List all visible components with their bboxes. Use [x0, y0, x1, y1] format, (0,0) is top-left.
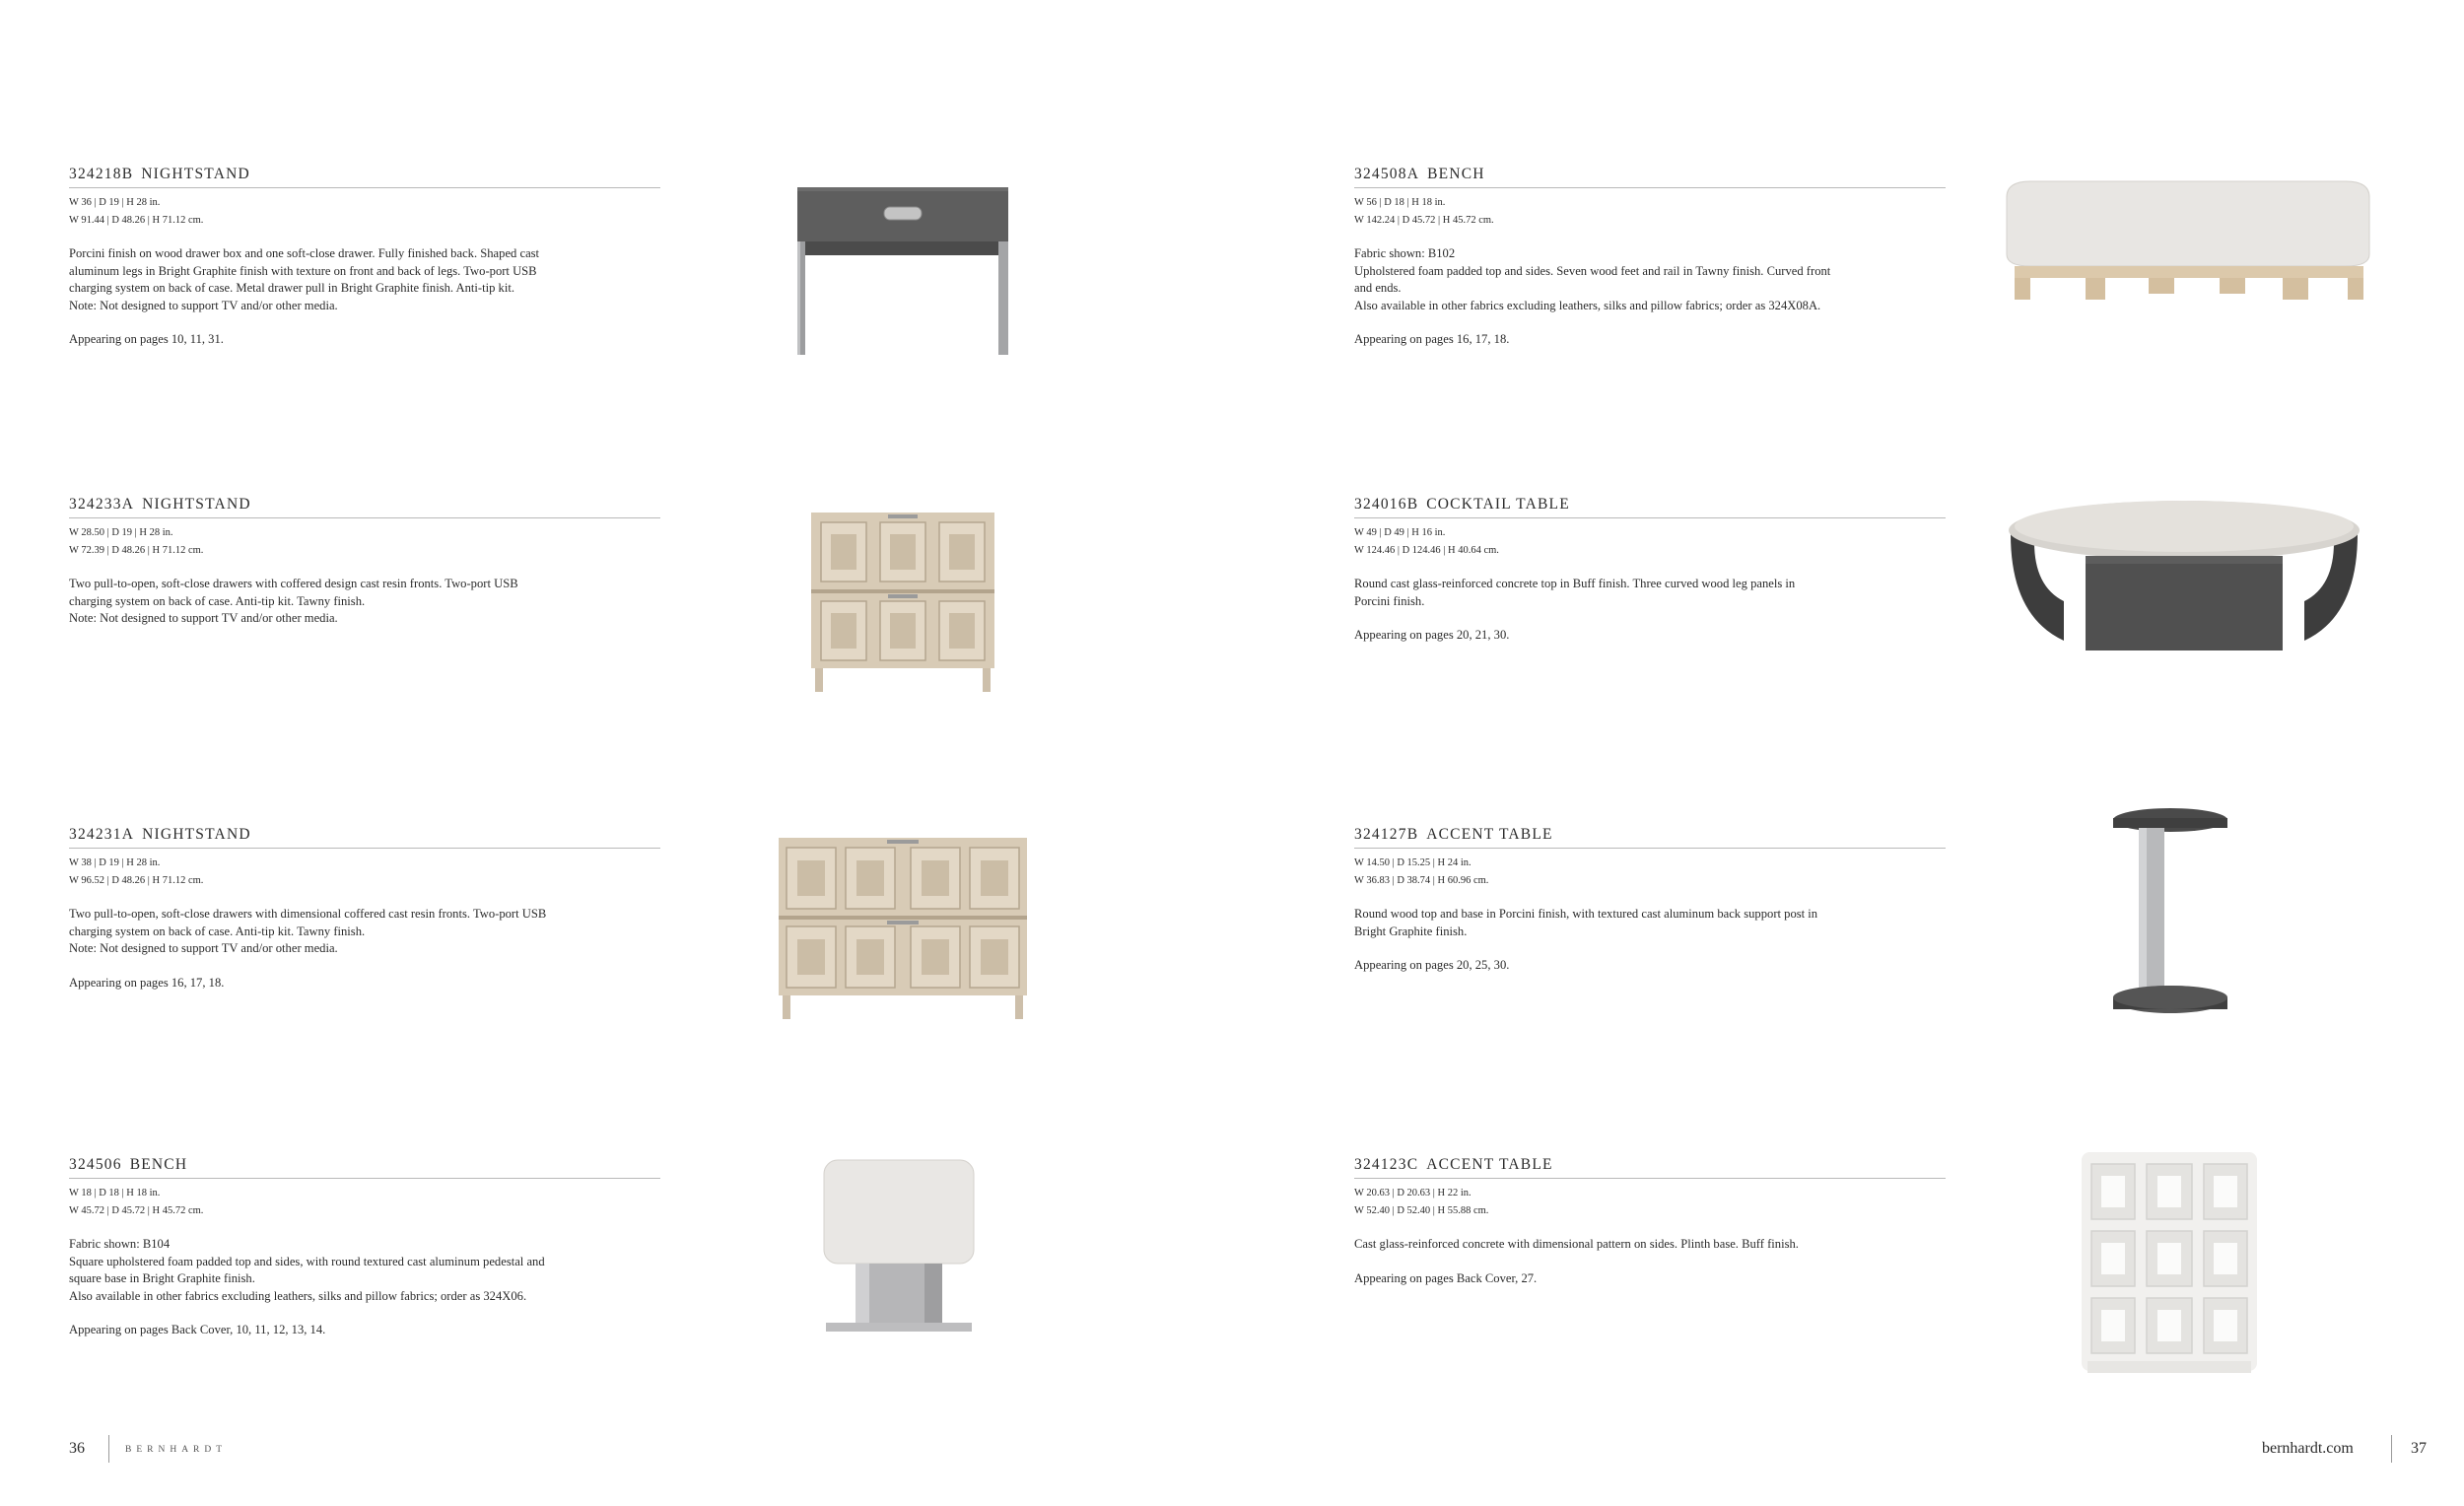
nightstand-324218b-image [793, 185, 1012, 358]
product-description: Round wood top and base in Porcini finish, with textured cast aluminum back support post in Bright Graphite finish. [1354, 907, 1818, 938]
product-dimensions: W 36 | D 19 | H 28 in. W 91.44 | D 48.26 | H 71.12 cm. [69, 197, 204, 226]
brand-wordmark: BERNHARDT [125, 1445, 228, 1455]
product-dimensions: W 28.50 | D 19 | H 28 in. W 72.39 | D 48.26 | H 71.12 cm. [69, 527, 204, 556]
product-description: Fabric shown: B102 Upholstered foam padded top and sides. Seven wood feet and rail in Tawny finish. Curved front and ends. Also available in other fabrics excluding leathers, silks and pillow fabrics; order as 324X08A. [1354, 246, 1831, 312]
product-dimensions: W 56 | D 18 | H 18 in. W 142.24 | D 45.72 | H 45.72 cm. [1354, 197, 1494, 226]
nightstand-324231a-image [779, 838, 1027, 1020]
product-pages: Appearing on pages Back Cover, 10, 11, 12, 13, 14. [69, 1323, 326, 1336]
product-324508a [1354, 166, 1946, 349]
product-dimensions: W 38 | D 19 | H 28 in. W 96.52 | D 48.26 | H 71.12 cm. [69, 857, 204, 886]
product-dimensions: W 14.50 | D 15.25 | H 24 in. W 36.83 | D 38.74 | H 60.96 cm. [1354, 857, 1489, 886]
product-title: 324123C ACCENT TABLE [1354, 1156, 1946, 1179]
right-footer-divider [2391, 1435, 2392, 1463]
product-title: 324508A BENCH [1354, 166, 1946, 188]
website-link[interactable]: bernhardt.com [2262, 1440, 2354, 1457]
product-324123c [1354, 1156, 1946, 1287]
product-description: Porcini finish on wood drawer box and one soft-close drawer. Fully finished back. Shaped cast aluminum legs in Bright Graphite finish with texture on front and back of legs. Two-port USB charging system on back of case. Metal drawer pull in Bright Graphite finish. Anti-tip kit. Note: Not designed to support TV and/or other media. [69, 246, 540, 312]
product-description: Two pull-to-open, soft-close drawers with dimensional coffered cast resin fronts. Two-port USB charging system on back of case. Anti-tip kit. Tawny finish. Note: Not designed to support TV and/or other media. [69, 907, 547, 955]
product-pages: Appearing on pages Back Cover, 27. [1354, 1270, 1538, 1285]
right-page-number: 37 [2411, 1440, 2427, 1457]
product-title: 324233A NIGHTSTAND [69, 496, 660, 518]
product-324218b [69, 166, 660, 349]
product-324506 [69, 1156, 660, 1339]
product-pages: Appearing on pages 20, 21, 30. [1354, 628, 1510, 642]
product-title: 324218B NIGHTSTAND [69, 166, 660, 188]
product-324231a [69, 826, 660, 992]
product-pages: Appearing on pages 10, 11, 31. [69, 332, 224, 346]
product-dimensions: W 18 | D 18 | H 18 in. W 45.72 | D 45.72 | H 45.72 cm. [69, 1188, 204, 1216]
product-title: 324016B COCKTAIL TABLE [1354, 496, 1946, 518]
bench-324508a-image [2001, 177, 2375, 306]
product-pages: Appearing on pages 16, 17, 18. [69, 975, 225, 990]
accent-table-324123c-image [2078, 1148, 2261, 1375]
product-pages: Appearing on pages 16, 17, 18. [1354, 332, 1510, 346]
product-description: Round cast glass-reinforced concrete top in Buff finish. Three curved wood leg panels in Porcini finish. [1354, 577, 1796, 608]
left-page-number: 36 [69, 1440, 85, 1457]
left-footer-divider [108, 1435, 109, 1463]
product-description: Two pull-to-open, soft-close drawers with coffered design cast resin fronts. Two-port USB charging system on back of case. Anti-tip kit. Tawny finish. Note: Not designed to support TV and/or other media. [69, 577, 518, 625]
accent-table-324127b-image [2109, 806, 2232, 1021]
product-dimensions: W 20.63 | D 20.63 | H 22 in. W 52.40 | D 52.40 | H 55.88 cm. [1354, 1188, 1489, 1216]
product-324233a [69, 496, 660, 628]
product-title: 324231A NIGHTSTAND [69, 826, 660, 849]
product-324016b [1354, 496, 1946, 645]
product-324127b [1354, 826, 1946, 975]
bench-324506-image [816, 1158, 982, 1334]
product-pages: Appearing on pages 20, 25, 30. [1354, 958, 1510, 972]
product-description: Cast glass-reinforced concrete with dimensional pattern on sides. Plinth base. Buff finish. [1354, 1237, 1799, 1251]
product-title: 324127B ACCENT TABLE [1354, 826, 1946, 849]
product-description: Fabric shown: B104 Square upholstered foam padded top and sides, with round textured cast aluminum pedestal and square base in Bright Graphite finish. Also available in other fabrics excluding leathers, silks and pillow fabrics; order as 324X06. [69, 1237, 545, 1303]
nightstand-324233a-image [811, 513, 994, 694]
cocktail-table-324016b-image [1995, 493, 2373, 660]
product-title: 324506 BENCH [69, 1156, 660, 1179]
product-dimensions: W 49 | D 49 | H 16 in. W 124.46 | D 124.46 | H 40.64 cm. [1354, 527, 1499, 556]
